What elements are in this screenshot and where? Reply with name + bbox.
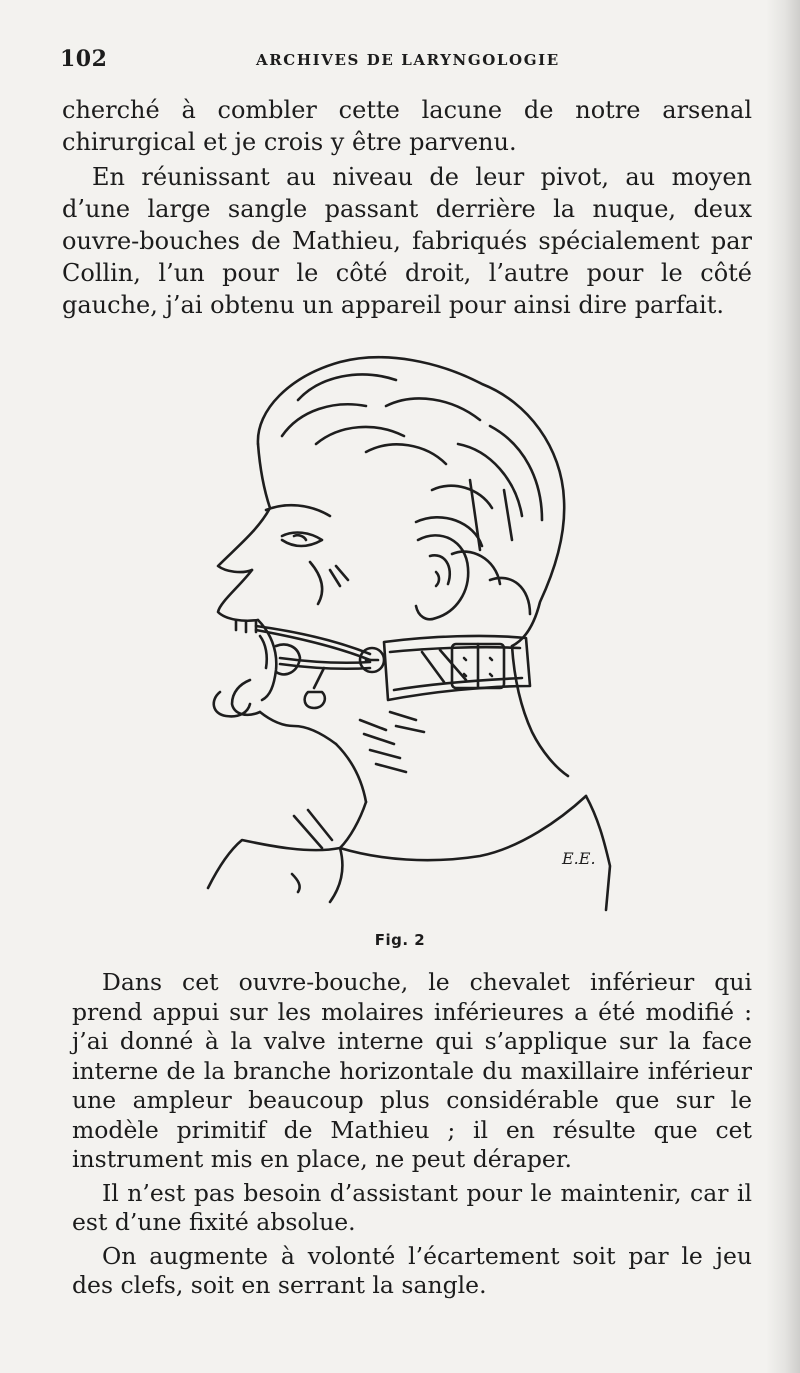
nose [218,508,270,572]
paragraph: En réunissant au niveau de leur pivot, au moyen d’une large sangle passant derrière la nuque, deux ouvre-bouches de Mathieu, fabriqués spécialement par Collin, l’un pour le côté droit, l’autre pour le côté gauche, j’ai obtenu un appareil pour ainsi dire parfait. [62,163,752,319]
gag-adjustment-key [305,668,325,708]
running-title: ARCHIVES DE LARYNGOLOGIE [256,51,560,69]
paragraph: Dans cet ouvre-bouche, le chevalet inférieur qui prend appui sur les molaires inférieures a été modifié : j’ai donné à la valve interne qui s’applique sur la face interne de la branche horizontale du maxillaire inférieur une ampleur beaucoup plus considérable que sur le modèle primitif de Mathieu ; il en résulte que cet instrument mis en place, ne peut déraper. [72,968,752,1173]
page-edge-shadow [766,0,800,1373]
neck-back [512,646,568,776]
text-block-top [62,94,752,321]
gag-upper-bar [256,626,370,654]
forehead [258,444,270,508]
upper-lip [218,570,258,621]
eye [282,533,322,546]
illustrator-signature: E.E. [562,849,596,868]
strap-stitching [422,650,466,682]
page-header [60,44,760,76]
gag-lower-bar [280,658,370,663]
ear [416,535,468,619]
page-number: 102 [60,46,108,72]
figure-illustration [190,340,630,920]
collar-band [340,796,586,860]
chin [260,712,336,744]
figure-caption: Fig. 2 [374,931,426,949]
text-block-bottom [72,968,752,1301]
paragraph: On augmente à volonté l’écartement soit par le jeu des clefs, soit en serrant la sangle. [72,1241,752,1299]
paragraph: cherché à combler cette lacune de notre arsenal chirurgical et je crois y être parvenu. [62,96,752,156]
neck-front [336,744,366,802]
mouth-gag-illustration [190,340,630,920]
eyebrow [266,505,330,516]
paragraph: Il n’est pas besoin d’assistant pour le maintenir, car il est d’une fixité absolue. [72,1178,752,1236]
